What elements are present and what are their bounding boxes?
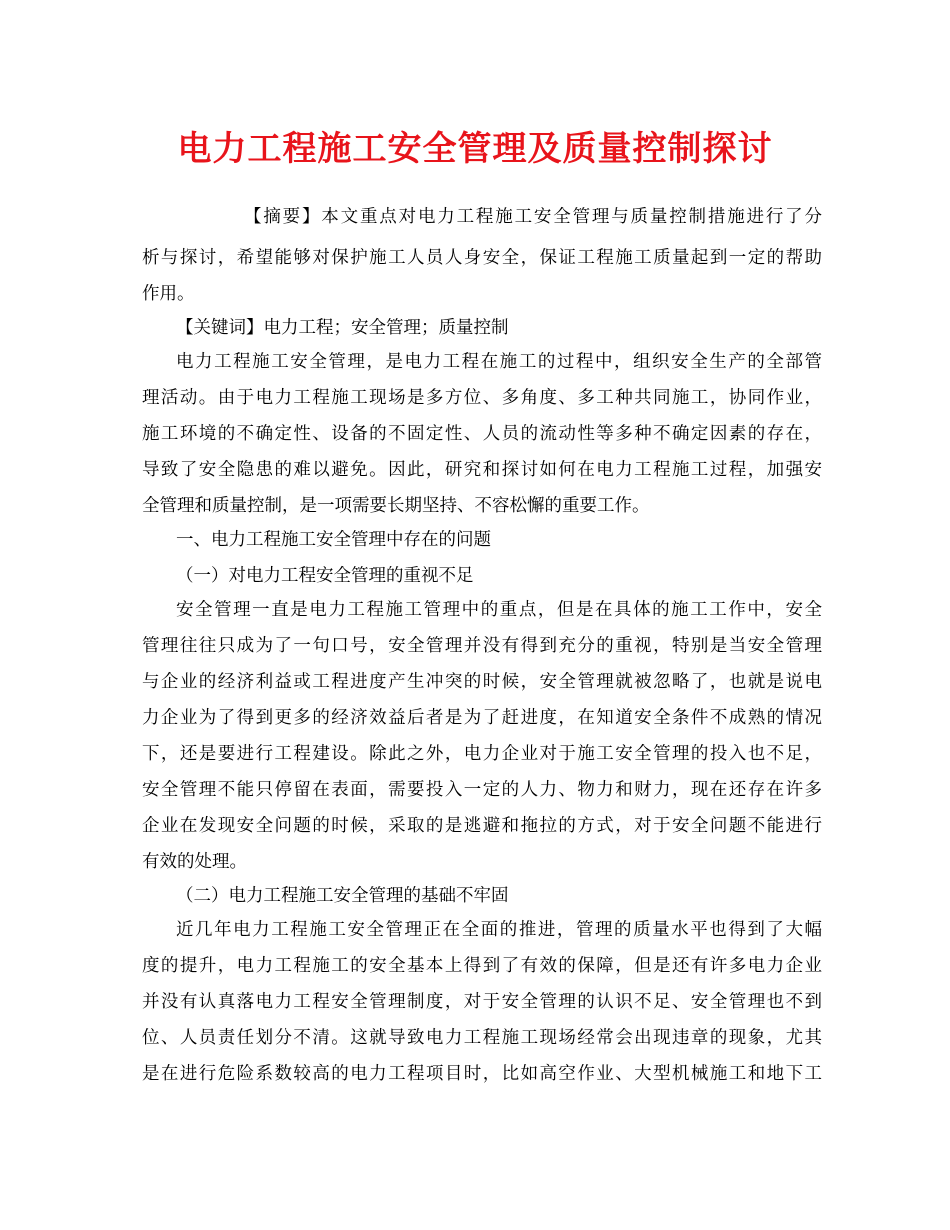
body-line: 是在进行危险系数较高的电力工程项目时，比如高空作业、大型机械施工和地下工 [142, 1064, 822, 1084]
section-heading-1: 一、电力工程施工安全管理中存在的问题 [176, 530, 491, 550]
abstract-line-3: 作用。 [142, 284, 195, 304]
body-line: 管理往往只成为了一句口号，安全管理并没有得到充分的重视，特别是当安全管理 [142, 636, 822, 656]
subsection-heading-2: （二）电力工程施工安全管理的基础不牢固 [176, 886, 509, 906]
body-line: 安全管理不能只停留在表面，需要投入一定的人力、物力和财力，现在还存在许多 [142, 780, 822, 800]
body-line: 安全管理一直是电力工程施工管理中的重点，但是在具体的施工工作中，安全 [176, 600, 822, 620]
subsection-heading-1: （一）对电力工程安全管理的重视不足 [176, 566, 474, 586]
body-line: 与企业的经济利益或工程进度产生冲突的时候，安全管理就被忽略了，也就是说电 [142, 672, 822, 692]
abstract-line-1: 【摘要】本文重点对电力工程施工安全管理与质量控制措施进行了分 [244, 207, 822, 227]
body-line: 施工环境的不确定性、设备的不固定性、人员的流动性等多种不确定因素的存在， [142, 424, 822, 444]
body-line: 并没有认真落电力工程安全管理制度，对于安全管理的认识不足、安全管理也不到 [142, 992, 822, 1012]
document-title: 电力工程施工安全管理及质量控制探讨 [177, 129, 773, 169]
body-line: 导致了安全隐患的难以避免。因此，研究和探讨如何在电力工程施工过程，加强安 [142, 460, 822, 480]
body-line: 电力工程施工安全管理，是电力工程在施工的过程中，组织安全生产的全部管 [176, 352, 822, 372]
body-line: 度的提升，电力工程施工的安全基本上得到了有效的保障，但是还有许多电力企业 [142, 956, 822, 976]
body-line: 力企业为了得到更多的经济效益后者是为了赶进度，在知道安全条件不成熟的情况 [142, 708, 822, 728]
body-line: 位、人员责任划分不清。这就导致电力工程施工现场经常会出现违章的现象，尤其 [142, 1028, 822, 1048]
body-line: 近几年电力工程施工安全管理正在全面的推进，管理的质量水平也得到了大幅 [176, 920, 822, 940]
keywords-line: 【关键词】电力工程；安全管理；质量控制 [176, 318, 509, 338]
body-line: 理活动。由于电力工程施工现场是多方位、多角度、多工种共同施工，协同作业， [142, 388, 822, 408]
body-line: 全管理和质量控制，是一项需要长期坚持、不容松懈的重要工作。 [142, 496, 650, 516]
body-line: 下，还是要进行工程建设。除此之外，电力企业对于施工安全管理的投入也不足， [142, 744, 822, 764]
body-line: 企业在发现安全问题的时候，采取的是逃避和拖拉的方式，对于安全问题不能进行 [142, 816, 822, 836]
body-line: 有效的处理。 [142, 852, 247, 872]
abstract-line-2: 析与探讨，希望能够对保护施工人员人身安全，保证工程施工质量起到一定的帮助 [142, 248, 822, 268]
